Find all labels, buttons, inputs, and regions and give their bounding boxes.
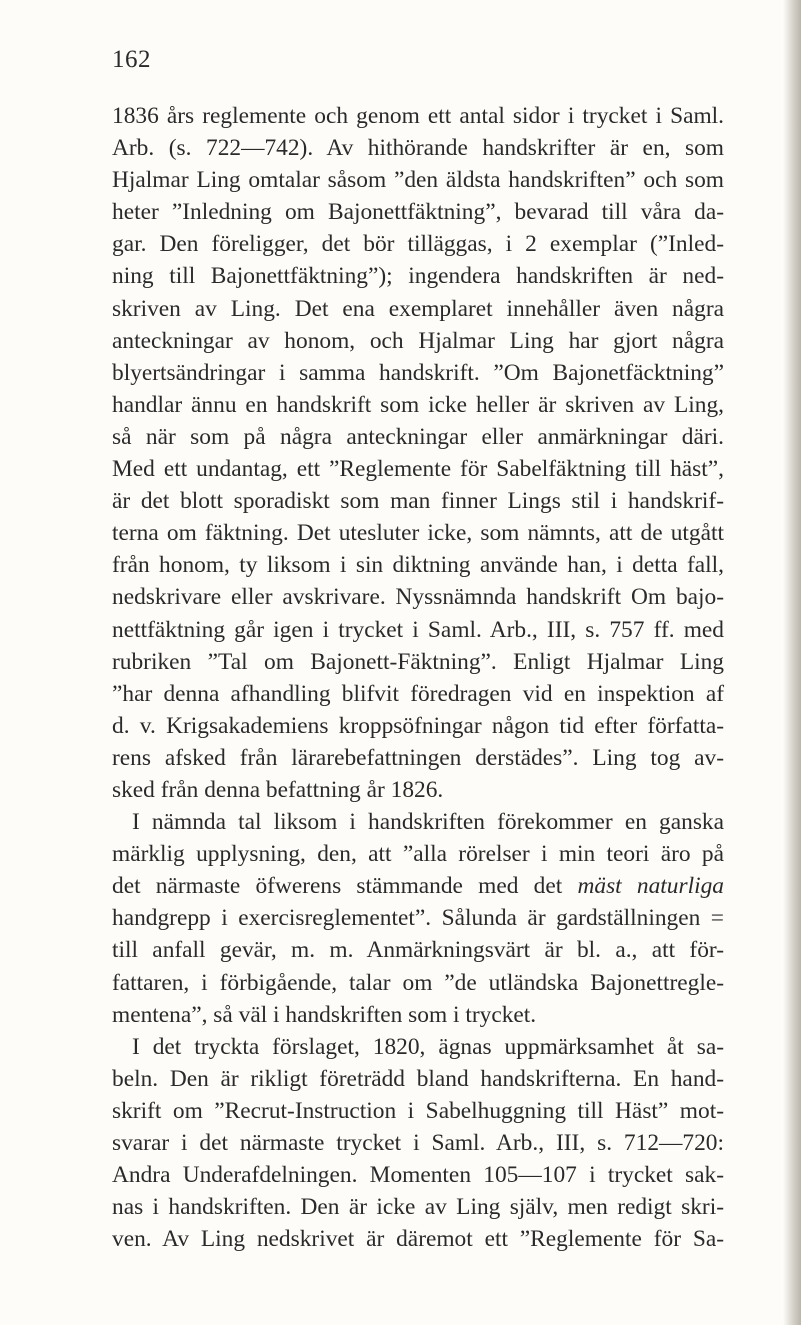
text-line: blyertsändringar i samma handskrift. ”Om Bajonetfäcktning” <box>112 359 724 386</box>
text-line: rubriken ”Tal om Bajonett-Fäktning”. Enligt Hjalmar Ling <box>112 648 724 675</box>
text-line: nettfäktning går igen i trycket i Saml. Arb., III, s. 757 ff. med <box>112 616 724 643</box>
text-line: så när som på några anteckningar eller anmärkningar däri. <box>112 423 724 450</box>
text-line: nas i handskriften. Den är icke av Ling själv, men redigt skri- <box>112 1194 724 1221</box>
text-line: terna om fäktning. Det utesluter icke, som nämnts, att de utgått <box>112 520 724 547</box>
text-line: handgrepp i exercisreglementet”. Sålunda är gardställningen = <box>112 905 724 932</box>
text-line: mentena”, så väl i handskriften som i trycket. <box>112 1001 537 1028</box>
italic-phrase: mäst naturliga <box>577 873 724 900</box>
text-line: handlar ännu en handskrift som icke heller är skriven av Ling, <box>112 391 724 418</box>
text-line: märklig upplysning, den, att ”alla rörelser i min teori äro på <box>112 841 724 868</box>
text-line: Arb. (s. 722—742). Av hithörande handskrifter är en, som <box>112 135 724 162</box>
text-line: Andra Underafdelningen. Momenten 105—107 i trycket sak- <box>112 1162 724 1189</box>
text-line: Med ett undantag, ett ”Reglemente för Sabelfäktning till häst”, <box>112 456 724 483</box>
text-line: heter ”Inledning om Bajonettfäktning”, bevarad till våra da- <box>112 199 724 226</box>
text-line: är det blott sporadiskt som man finner Lings stil i handskrif- <box>112 488 724 515</box>
text-line: rens afsked från lärarebefattningen derstädes”. Ling tog av- <box>112 744 724 771</box>
text-line-segment: det närmaste öfwerens stämmande med det <box>112 873 578 900</box>
text-line: skrift om ”Recrut-Instruction i Sabelhuggning till Häst” mot- <box>112 1097 724 1124</box>
page-edge-shadow <box>783 0 801 1325</box>
text-line: fattaren, i förbigående, talar om ”de utländska Bajonettregle- <box>112 969 724 996</box>
text-line: gar. Den föreligger, det bör tilläggas, i 2 exemplar (”Inled- <box>112 231 724 258</box>
text-line <box>112 870 724 902</box>
page-number: 162 <box>112 46 151 73</box>
text-line: nedskrivare eller avskrivare. Nyssnämnda handskrift Om bajo- <box>112 584 724 611</box>
text-line: ”har denna afhandling blifvit föredragen vid en inspektion af <box>112 680 724 707</box>
text-line: ven. Av Ling nedskrivet är däremot ett ”Reglemente för Sa- <box>112 1226 724 1253</box>
text-line: sked från denna befattning år 1826. <box>112 776 444 803</box>
text-line: 1836 års reglemente och genom ett antal sidor i trycket i Saml. <box>112 103 724 129</box>
text-line: I det tryckta förslaget, 1820, ägnas uppmärksamhet åt sa- <box>132 1033 724 1060</box>
body-text <box>112 100 724 1255</box>
text-line: från honom, ty liksom i sin diktning använde han, i detta fall, <box>112 552 724 579</box>
text-line: till anfall gevär, m. m. Anmärkningsvärt är bl. a., att för- <box>112 937 724 964</box>
text-line: I nämnda tal liksom i handskriften förekommer en ganska <box>132 809 724 836</box>
text-line: skriven av Ling. Det ena exemplaret innehåller även några <box>112 295 724 322</box>
text-line: beln. Den är rikligt företrädd bland handskrifterna. En hand- <box>112 1065 724 1092</box>
text-line: svarar i det närmaste trycket i Saml. Arb., III, s. 712—720: <box>112 1130 724 1156</box>
text-line: ning till Bajonettfäktning”); ingendera handskriften är ned- <box>112 263 724 290</box>
text-line: Hjalmar Ling omtalar såsom ”den äldsta handskriften” och som <box>112 167 724 194</box>
text-line: anteckningar av honom, och Hjalmar Ling har gjort några <box>112 327 724 354</box>
text-line: d. v. Krigsakademiens kroppsöfningar någon tid efter författa- <box>112 712 724 739</box>
